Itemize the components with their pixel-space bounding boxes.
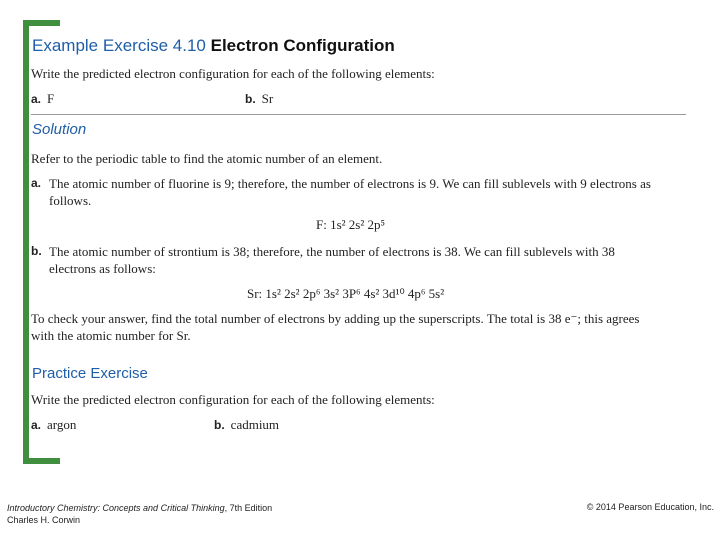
page-title (32, 36, 395, 56)
config-b (247, 286, 444, 302)
exercise-number: Example Exercise 4.10 (32, 36, 206, 55)
solution-part-a-label: a. (31, 176, 42, 190)
practice-item-a-text: argon (47, 417, 77, 432)
footer-copyright: © 2014 Pearson Education, Inc. (586, 502, 714, 512)
practice-heading: Practice Exercise (32, 365, 148, 382)
footer-edition: , 7th Edition (224, 503, 273, 513)
solution-part-b-text: The atomic number of strontium is 38; therefore, the number of electrons is 38. We can fill sublevels with 38 electrons as follows: (49, 244, 615, 276)
solution-part-a (31, 175, 661, 209)
config-b-text: Sr: 1s² 2s² 2p⁶ 3s² 3P⁶ 4s² 3d¹⁰ 4p⁶ 5s² (247, 286, 445, 301)
footer-citation (7, 502, 272, 526)
footer-author: Charles H. Corwin (7, 515, 81, 525)
green-bracket-vertical (23, 20, 29, 464)
practice-item-b-label: b. (214, 418, 225, 432)
solution-part-b (31, 243, 661, 277)
problem-a (31, 90, 54, 108)
green-bracket-top (23, 20, 60, 26)
config-a-text: F: 1s² 2s² 2p⁵ (316, 217, 386, 232)
solution-part-b-label: b. (31, 244, 42, 258)
footer-book-title: Introductory Chemistry: Concepts and Critical Thinking (7, 503, 225, 513)
check-answer: To check your answer, find the total number of electrons by adding up the superscripts. The total is 38 e⁻; this agrees with the atomic number for Sr. (31, 311, 640, 343)
practice-item-b (214, 416, 279, 434)
solution-heading: Solution (32, 121, 87, 138)
practice-item-b-text: cadmium (230, 417, 280, 432)
green-bracket-bottom (23, 458, 60, 464)
problem-a-text: F (47, 91, 55, 106)
problem-a-label: a. (31, 92, 42, 106)
solution-intro: Refer to the periodic table to find the atomic number of an element. (31, 151, 383, 166)
config-a (316, 217, 385, 233)
problem-b-text: Sr (261, 91, 274, 106)
problem-b (245, 90, 273, 108)
problem-b-label: b. (245, 92, 256, 106)
exercise-topic: Electron Configuration (210, 36, 395, 55)
practice-item-a-label: a. (31, 418, 42, 432)
section-divider (31, 114, 686, 115)
practice-item-a (31, 416, 76, 434)
problem-prompt: Write the predicted electron configuration for each of the following elements: (31, 66, 435, 81)
solution-part-a-text: The atomic number of fluorine is 9; therefore, the number of electrons is 9. We can fill sublevels with 9 electrons as follows. (49, 176, 651, 208)
practice-prompt: Write the predicted electron configuration for each of the following elements: (31, 392, 435, 407)
